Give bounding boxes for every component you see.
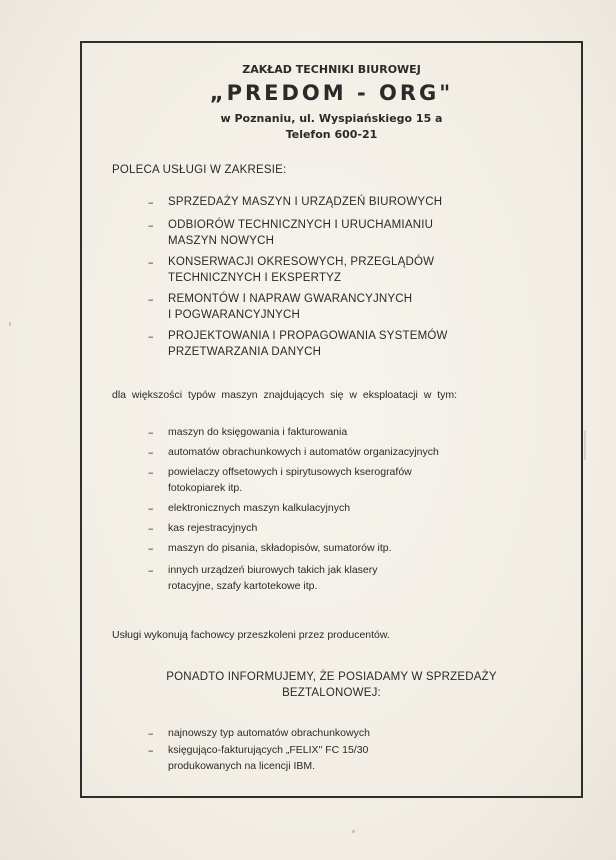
list-dash: – <box>148 502 154 515</box>
machines-intro: dla większości typów maszyn znajdujących się w eksploatacji w tym: <box>112 389 458 401</box>
list-item-line: REMONTÓW I NAPRAW GWARANCYJNYCH <box>168 293 413 305</box>
list-item-line: innych urządzeń biurowych takich jak klasery <box>168 564 378 576</box>
list-item-line: kas rejestracyjnych <box>168 522 258 534</box>
advert-frame <box>80 41 583 798</box>
list-dash: – <box>148 293 154 306</box>
list-item-line: księgująco-fakturujących „FELIX" FC 15/30 <box>168 744 369 756</box>
list-dash: – <box>148 446 154 459</box>
company-address: w Poznaniu, ul. Wyspiańskiego 15 a <box>220 112 443 125</box>
list-item-line: PROJEKTOWANIA I PROPAGOWANIA SYSTEMÓW <box>168 330 448 342</box>
staff-note: Usługi wykonują fachowcy przeszkoleni przez producentów. <box>112 629 390 641</box>
list-dash: – <box>148 330 154 343</box>
company-heading: ZAKŁAD TECHNIKI BIUROWEJ <box>242 63 421 76</box>
company-phone: Telefon 600-21 <box>285 128 378 141</box>
list-item-line: produkowanych na licencji IBM. <box>168 760 316 772</box>
sale-notice-line-2: BEZTALONOWEJ: <box>282 687 381 699</box>
list-dash: – <box>148 196 154 209</box>
list-item-line: PRZETWARZANIA DANYCH <box>168 346 322 358</box>
list-dash: – <box>148 564 154 577</box>
services-intro: POLECA USŁUGI W ZAKRESIE: <box>112 164 287 176</box>
list-item-line: elektronicznych maszyn kalkulacyjnych <box>168 502 351 514</box>
list-item-line: maszyn do księgowania i fakturowania <box>168 426 348 438</box>
sale-notice-line-1: PONADTO INFORMUJEMY, ŻE POSIADAMY W SPRZEDAŻY <box>166 671 497 683</box>
list-item-line: ODBIORÓW TECHNICZNYCH I URUCHAMIANIU <box>168 219 434 231</box>
list-item-line: automatów obrachunkowych i automatów organizacyjnych <box>168 446 439 458</box>
print-speck <box>9 322 11 326</box>
list-dash: – <box>148 426 154 439</box>
print-speck <box>584 430 586 460</box>
print-speck <box>352 830 355 833</box>
list-item-line: fotokopiarek itp. <box>168 482 243 494</box>
list-dash: – <box>148 256 154 269</box>
list-dash: – <box>148 522 154 535</box>
list-item-line: KONSERWACJI OKRESOWYCH, PRZEGLĄDÓW <box>168 256 435 268</box>
company-name: „PREDOM - ORG" <box>209 81 454 105</box>
list-dash: – <box>148 466 154 479</box>
list-dash: – <box>148 542 154 555</box>
list-dash: – <box>148 744 154 757</box>
list-item-line: maszyn do pisania, składopisów, sumatorów itp. <box>168 542 392 554</box>
list-item-line: MASZYN NOWYCH <box>168 235 275 247</box>
list-item-line: TECHNICZNYCH I EKSPERTYZ <box>168 272 342 284</box>
list-item-line: powielaczy offsetowych i spirytusowych kserografów <box>168 466 412 478</box>
list-dash: – <box>148 219 154 232</box>
list-item-line: najnowszy typ automatów obrachunkowych <box>168 727 370 739</box>
list-item-line: SPRZEDAŻY MASZYN I URZĄDZEŃ BIUROWYCH <box>168 196 443 208</box>
list-item-line: rotacyjne, szafy kartotekowe itp. <box>168 580 318 592</box>
list-dash: – <box>148 727 154 740</box>
list-item-line: I POGWARANCYJNYCH <box>168 309 301 321</box>
